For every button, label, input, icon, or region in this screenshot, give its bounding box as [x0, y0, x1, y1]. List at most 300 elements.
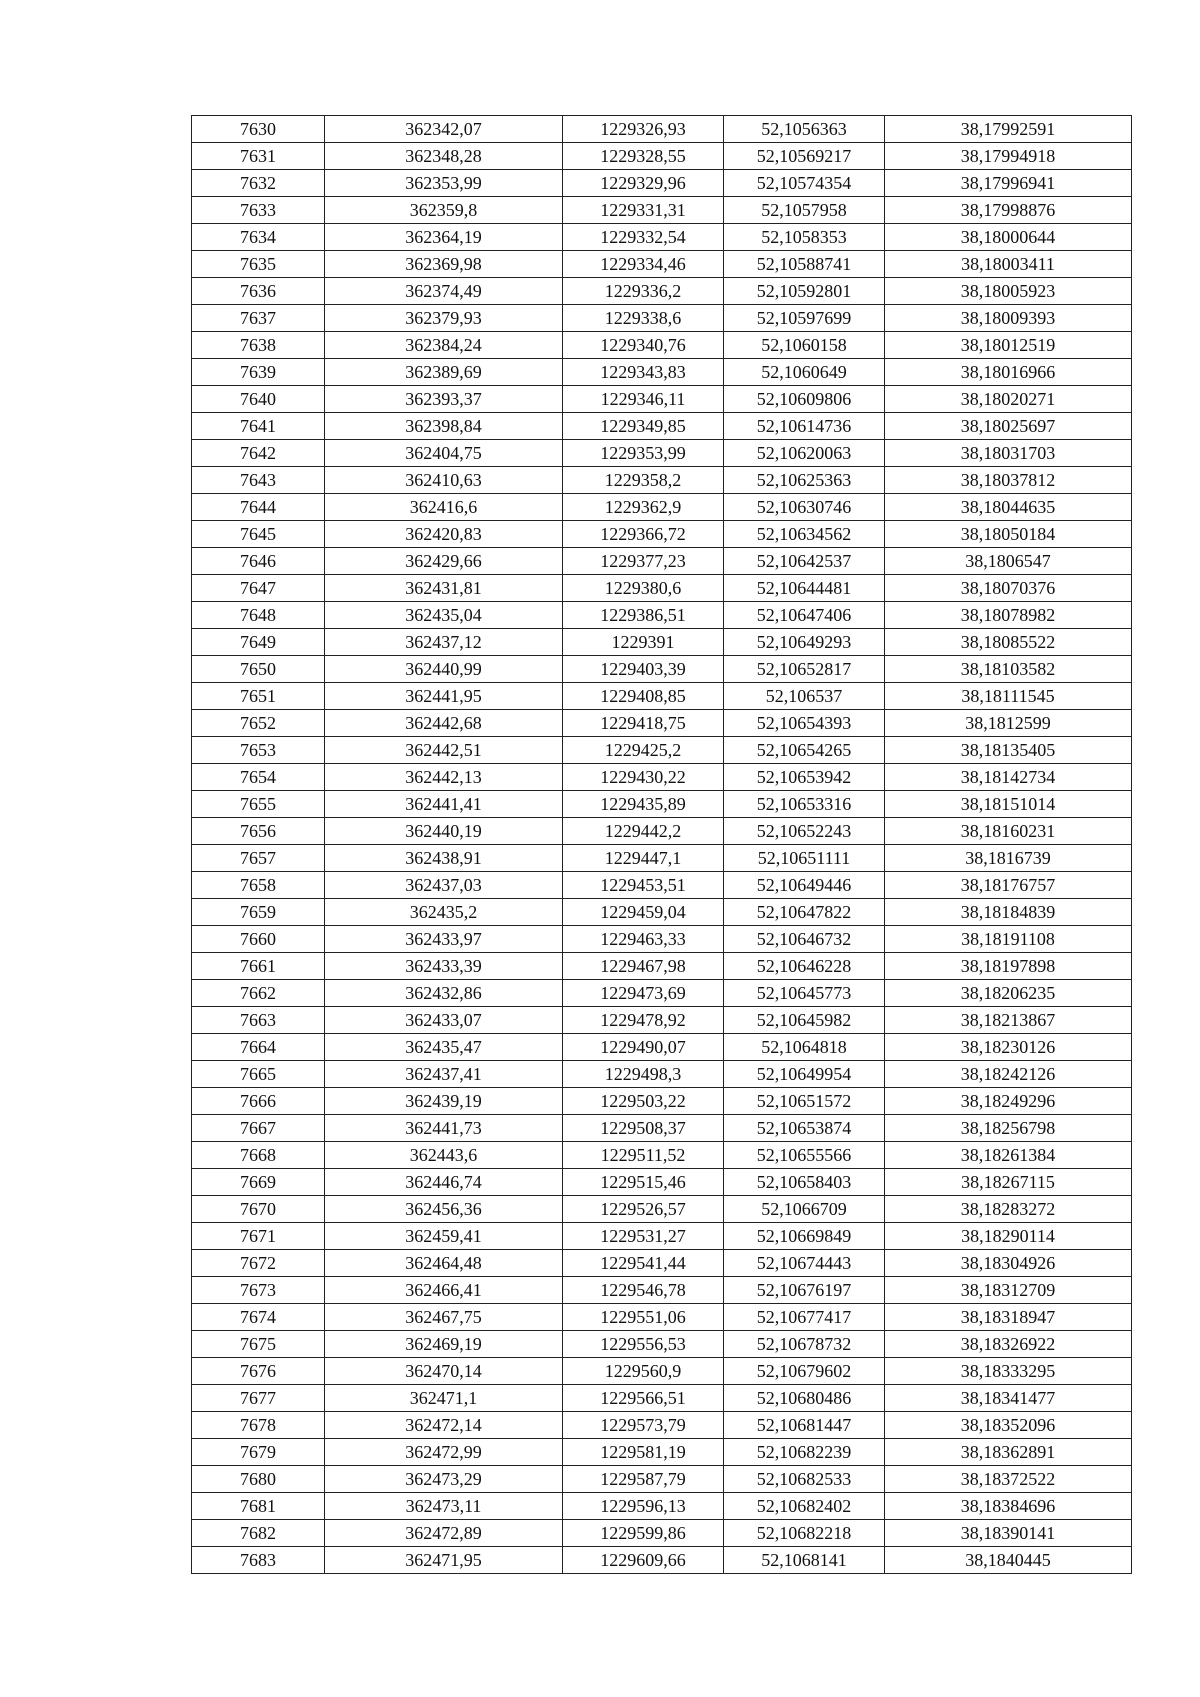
y-coordinate-cell: 1229349,85: [563, 413, 724, 440]
point-number-cell: 7658: [192, 872, 325, 899]
table-row: [192, 521, 1132, 548]
table-row: [192, 1196, 1132, 1223]
table-row: [192, 1304, 1132, 1331]
x-coordinate-cell: 362353,99: [325, 170, 563, 197]
latitude-cell: 52,10658403: [724, 1169, 885, 1196]
x-coordinate-cell: 362404,75: [325, 440, 563, 467]
latitude-cell: 52,10597699: [724, 305, 885, 332]
longitude-cell: 38,18283272: [885, 1196, 1132, 1223]
latitude-cell: 52,10653942: [724, 764, 885, 791]
point-number-cell: 7644: [192, 494, 325, 521]
latitude-cell: 52,10625363: [724, 467, 885, 494]
x-coordinate-cell: 362472,89: [325, 1520, 563, 1547]
point-number-cell: 7661: [192, 953, 325, 980]
y-coordinate-cell: 1229596,13: [563, 1493, 724, 1520]
table-row: [192, 575, 1132, 602]
longitude-cell: 38,18372522: [885, 1466, 1132, 1493]
point-number-cell: 7649: [192, 629, 325, 656]
y-coordinate-cell: 1229546,78: [563, 1277, 724, 1304]
point-number-cell: 7671: [192, 1223, 325, 1250]
point-number-cell: 7632: [192, 170, 325, 197]
x-coordinate-cell: 362359,8: [325, 197, 563, 224]
latitude-cell: 52,10669849: [724, 1223, 885, 1250]
table-row: [192, 710, 1132, 737]
y-coordinate-cell: 1229336,2: [563, 278, 724, 305]
x-coordinate-cell: 362469,19: [325, 1331, 563, 1358]
longitude-cell: 38,18384696: [885, 1493, 1132, 1520]
y-coordinate-cell: 1229541,44: [563, 1250, 724, 1277]
x-coordinate-cell: 362398,84: [325, 413, 563, 440]
x-coordinate-cell: 362433,07: [325, 1007, 563, 1034]
table-row: [192, 251, 1132, 278]
longitude-cell: 38,17998876: [885, 197, 1132, 224]
point-number-cell: 7642: [192, 440, 325, 467]
x-coordinate-cell: 362435,2: [325, 899, 563, 926]
point-number-cell: 7677: [192, 1385, 325, 1412]
longitude-cell: 38,18016966: [885, 359, 1132, 386]
table-row: [192, 980, 1132, 1007]
latitude-cell: 52,10649446: [724, 872, 885, 899]
y-coordinate-cell: 1229334,46: [563, 251, 724, 278]
y-coordinate-cell: 1229467,98: [563, 953, 724, 980]
table-row: [192, 386, 1132, 413]
table-row: [192, 143, 1132, 170]
y-coordinate-cell: 1229353,99: [563, 440, 724, 467]
table-row: [192, 116, 1132, 143]
x-coordinate-cell: 362442,51: [325, 737, 563, 764]
longitude-cell: 38,18197898: [885, 953, 1132, 980]
longitude-cell: 38,17994918: [885, 143, 1132, 170]
y-coordinate-cell: 1229453,51: [563, 872, 724, 899]
y-coordinate-cell: 1229566,51: [563, 1385, 724, 1412]
latitude-cell: 52,10646228: [724, 953, 885, 980]
x-coordinate-cell: 362471,1: [325, 1385, 563, 1412]
latitude-cell: 52,10609806: [724, 386, 885, 413]
x-coordinate-cell: 362369,98: [325, 251, 563, 278]
latitude-cell: 52,10654393: [724, 710, 885, 737]
x-coordinate-cell: 362431,81: [325, 575, 563, 602]
longitude-cell: 38,1806547: [885, 548, 1132, 575]
latitude-cell: 52,10655566: [724, 1142, 885, 1169]
table-row: [192, 1088, 1132, 1115]
point-number-cell: 7680: [192, 1466, 325, 1493]
x-coordinate-cell: 362437,12: [325, 629, 563, 656]
longitude-cell: 38,18111545: [885, 683, 1132, 710]
y-coordinate-cell: 1229331,31: [563, 197, 724, 224]
y-coordinate-cell: 1229478,92: [563, 1007, 724, 1034]
longitude-cell: 38,18151014: [885, 791, 1132, 818]
y-coordinate-cell: 1229508,37: [563, 1115, 724, 1142]
y-coordinate-cell: 1229599,86: [563, 1520, 724, 1547]
table-row: [192, 737, 1132, 764]
x-coordinate-cell: 362384,24: [325, 332, 563, 359]
x-coordinate-cell: 362416,6: [325, 494, 563, 521]
longitude-cell: 38,18000644: [885, 224, 1132, 251]
point-number-cell: 7643: [192, 467, 325, 494]
point-number-cell: 7653: [192, 737, 325, 764]
longitude-cell: 38,18020271: [885, 386, 1132, 413]
longitude-cell: 38,18352096: [885, 1412, 1132, 1439]
y-coordinate-cell: 1229515,46: [563, 1169, 724, 1196]
table-row: [192, 872, 1132, 899]
y-coordinate-cell: 1229511,52: [563, 1142, 724, 1169]
x-coordinate-cell: 362435,47: [325, 1034, 563, 1061]
x-coordinate-cell: 362473,11: [325, 1493, 563, 1520]
longitude-cell: 38,1812599: [885, 710, 1132, 737]
x-coordinate-cell: 362433,97: [325, 926, 563, 953]
point-number-cell: 7672: [192, 1250, 325, 1277]
point-number-cell: 7669: [192, 1169, 325, 1196]
longitude-cell: 38,18326922: [885, 1331, 1132, 1358]
x-coordinate-cell: 362466,41: [325, 1277, 563, 1304]
longitude-cell: 38,18191108: [885, 926, 1132, 953]
table-row: [192, 440, 1132, 467]
latitude-cell: 52,10680486: [724, 1385, 885, 1412]
table-row: [192, 1142, 1132, 1169]
x-coordinate-cell: 362393,37: [325, 386, 563, 413]
longitude-cell: 38,17996941: [885, 170, 1132, 197]
y-coordinate-cell: 1229362,9: [563, 494, 724, 521]
x-coordinate-cell: 362433,39: [325, 953, 563, 980]
x-coordinate-cell: 362441,41: [325, 791, 563, 818]
point-number-cell: 7674: [192, 1304, 325, 1331]
table-row: [192, 1412, 1132, 1439]
y-coordinate-cell: 1229358,2: [563, 467, 724, 494]
x-coordinate-cell: 362464,48: [325, 1250, 563, 1277]
table-row: [192, 818, 1132, 845]
latitude-cell: 52,1066709: [724, 1196, 885, 1223]
y-coordinate-cell: 1229459,04: [563, 899, 724, 926]
table-row: [192, 1493, 1132, 1520]
x-coordinate-cell: 362410,63: [325, 467, 563, 494]
table-row: [192, 548, 1132, 575]
longitude-cell: 38,18044635: [885, 494, 1132, 521]
longitude-cell: 38,18085522: [885, 629, 1132, 656]
x-coordinate-cell: 362471,95: [325, 1547, 563, 1574]
latitude-cell: 52,10620063: [724, 440, 885, 467]
table-row: [192, 629, 1132, 656]
y-coordinate-cell: 1229418,75: [563, 710, 724, 737]
table-row: [192, 926, 1132, 953]
coordinates-table: [191, 115, 1132, 1574]
point-number-cell: 7676: [192, 1358, 325, 1385]
latitude-cell: 52,10647822: [724, 899, 885, 926]
latitude-cell: 52,1060649: [724, 359, 885, 386]
table-row: [192, 467, 1132, 494]
latitude-cell: 52,10634562: [724, 521, 885, 548]
point-number-cell: 7683: [192, 1547, 325, 1574]
latitude-cell: 52,10652243: [724, 818, 885, 845]
latitude-cell: 52,10682218: [724, 1520, 885, 1547]
y-coordinate-cell: 1229408,85: [563, 683, 724, 710]
table-row: [192, 764, 1132, 791]
latitude-cell: 52,1057958: [724, 197, 885, 224]
x-coordinate-cell: 362439,19: [325, 1088, 563, 1115]
point-number-cell: 7633: [192, 197, 325, 224]
table-row: [192, 1034, 1132, 1061]
latitude-cell: 52,1056363: [724, 116, 885, 143]
x-coordinate-cell: 362467,75: [325, 1304, 563, 1331]
latitude-cell: 52,10644481: [724, 575, 885, 602]
longitude-cell: 38,18005923: [885, 278, 1132, 305]
point-number-cell: 7641: [192, 413, 325, 440]
latitude-cell: 52,10574354: [724, 170, 885, 197]
y-coordinate-cell: 1229490,07: [563, 1034, 724, 1061]
point-number-cell: 7670: [192, 1196, 325, 1223]
point-number-cell: 7635: [192, 251, 325, 278]
x-coordinate-cell: 362364,19: [325, 224, 563, 251]
coordinates-table-body: [192, 116, 1132, 1574]
latitude-cell: 52,1060158: [724, 332, 885, 359]
point-number-cell: 7682: [192, 1520, 325, 1547]
longitude-cell: 38,18103582: [885, 656, 1132, 683]
latitude-cell: 52,10645982: [724, 1007, 885, 1034]
latitude-cell: 52,1058353: [724, 224, 885, 251]
longitude-cell: 38,18206235: [885, 980, 1132, 1007]
table-row: [192, 1169, 1132, 1196]
y-coordinate-cell: 1229403,39: [563, 656, 724, 683]
y-coordinate-cell: 1229447,1: [563, 845, 724, 872]
y-coordinate-cell: 1229377,23: [563, 548, 724, 575]
latitude-cell: 52,10646732: [724, 926, 885, 953]
y-coordinate-cell: 1229573,79: [563, 1412, 724, 1439]
table-row: [192, 1331, 1132, 1358]
x-coordinate-cell: 362379,93: [325, 305, 563, 332]
y-coordinate-cell: 1229326,93: [563, 116, 724, 143]
y-coordinate-cell: 1229435,89: [563, 791, 724, 818]
x-coordinate-cell: 362442,68: [325, 710, 563, 737]
x-coordinate-cell: 362435,04: [325, 602, 563, 629]
point-number-cell: 7662: [192, 980, 325, 1007]
table-row: [192, 494, 1132, 521]
x-coordinate-cell: 362420,83: [325, 521, 563, 548]
point-number-cell: 7639: [192, 359, 325, 386]
y-coordinate-cell: 1229442,2: [563, 818, 724, 845]
point-number-cell: 7640: [192, 386, 325, 413]
latitude-cell: 52,1064818: [724, 1034, 885, 1061]
x-coordinate-cell: 362437,41: [325, 1061, 563, 1088]
y-coordinate-cell: 1229340,76: [563, 332, 724, 359]
point-number-cell: 7659: [192, 899, 325, 926]
point-number-cell: 7678: [192, 1412, 325, 1439]
y-coordinate-cell: 1229346,11: [563, 386, 724, 413]
longitude-cell: 38,18230126: [885, 1034, 1132, 1061]
latitude-cell: 52,10651111: [724, 845, 885, 872]
y-coordinate-cell: 1229587,79: [563, 1466, 724, 1493]
longitude-cell: 38,18037812: [885, 467, 1132, 494]
table-row: [192, 1223, 1132, 1250]
y-coordinate-cell: 1229338,6: [563, 305, 724, 332]
x-coordinate-cell: 362441,73: [325, 1115, 563, 1142]
x-coordinate-cell: 362374,49: [325, 278, 563, 305]
latitude-cell: 52,10592801: [724, 278, 885, 305]
y-coordinate-cell: 1229581,19: [563, 1439, 724, 1466]
table-row: [192, 305, 1132, 332]
latitude-cell: 52,10679602: [724, 1358, 885, 1385]
y-coordinate-cell: 1229343,83: [563, 359, 724, 386]
longitude-cell: 38,1816739: [885, 845, 1132, 872]
point-number-cell: 7631: [192, 143, 325, 170]
x-coordinate-cell: 362440,19: [325, 818, 563, 845]
point-number-cell: 7668: [192, 1142, 325, 1169]
point-number-cell: 7667: [192, 1115, 325, 1142]
longitude-cell: 38,18333295: [885, 1358, 1132, 1385]
latitude-cell: 52,10642537: [724, 548, 885, 575]
table-row: [192, 197, 1132, 224]
x-coordinate-cell: 362389,69: [325, 359, 563, 386]
latitude-cell: 52,10652817: [724, 656, 885, 683]
y-coordinate-cell: 1229498,3: [563, 1061, 724, 1088]
y-coordinate-cell: 1229503,22: [563, 1088, 724, 1115]
table-row: [192, 1250, 1132, 1277]
latitude-cell: 52,10653316: [724, 791, 885, 818]
table-row: [192, 1547, 1132, 1574]
table-row: [192, 1115, 1132, 1142]
y-coordinate-cell: 1229332,54: [563, 224, 724, 251]
longitude-cell: 38,18390141: [885, 1520, 1132, 1547]
latitude-cell: 52,10682402: [724, 1493, 885, 1520]
y-coordinate-cell: 1229430,22: [563, 764, 724, 791]
y-coordinate-cell: 1229526,57: [563, 1196, 724, 1223]
point-number-cell: 7655: [192, 791, 325, 818]
y-coordinate-cell: 1229386,51: [563, 602, 724, 629]
table-row: [192, 1520, 1132, 1547]
point-number-cell: 7637: [192, 305, 325, 332]
table-row: [192, 170, 1132, 197]
y-coordinate-cell: 1229366,72: [563, 521, 724, 548]
latitude-cell: 52,10651572: [724, 1088, 885, 1115]
table-row: [192, 1277, 1132, 1304]
table-row: [192, 656, 1132, 683]
latitude-cell: 52,10682533: [724, 1466, 885, 1493]
y-coordinate-cell: 1229328,55: [563, 143, 724, 170]
x-coordinate-cell: 362432,86: [325, 980, 563, 1007]
table-row: [192, 278, 1132, 305]
table-row: [192, 1007, 1132, 1034]
longitude-cell: 38,1840445: [885, 1547, 1132, 1574]
y-coordinate-cell: 1229425,2: [563, 737, 724, 764]
longitude-cell: 38,18312709: [885, 1277, 1132, 1304]
point-number-cell: 7647: [192, 575, 325, 602]
point-number-cell: 7664: [192, 1034, 325, 1061]
table-row: [192, 1385, 1132, 1412]
longitude-cell: 38,18078982: [885, 602, 1132, 629]
x-coordinate-cell: 362459,41: [325, 1223, 563, 1250]
table-row: [192, 602, 1132, 629]
longitude-cell: 38,18362891: [885, 1439, 1132, 1466]
latitude-cell: 52,10654265: [724, 737, 885, 764]
latitude-cell: 52,10569217: [724, 143, 885, 170]
x-coordinate-cell: 362342,07: [325, 116, 563, 143]
point-number-cell: 7634: [192, 224, 325, 251]
point-number-cell: 7665: [192, 1061, 325, 1088]
table-row: [192, 332, 1132, 359]
x-coordinate-cell: 362472,14: [325, 1412, 563, 1439]
longitude-cell: 38,18031703: [885, 440, 1132, 467]
x-coordinate-cell: 362446,74: [325, 1169, 563, 1196]
table-row: [192, 359, 1132, 386]
x-coordinate-cell: 362473,29: [325, 1466, 563, 1493]
point-number-cell: 7666: [192, 1088, 325, 1115]
longitude-cell: 38,18142734: [885, 764, 1132, 791]
longitude-cell: 38,18267115: [885, 1169, 1132, 1196]
point-number-cell: 7645: [192, 521, 325, 548]
longitude-cell: 38,18160231: [885, 818, 1132, 845]
latitude-cell: 52,10674443: [724, 1250, 885, 1277]
latitude-cell: 52,10682239: [724, 1439, 885, 1466]
point-number-cell: 7646: [192, 548, 325, 575]
table-row: [192, 1439, 1132, 1466]
latitude-cell: 52,10588741: [724, 251, 885, 278]
longitude-cell: 38,18318947: [885, 1304, 1132, 1331]
longitude-cell: 38,18261384: [885, 1142, 1132, 1169]
latitude-cell: 52,10653874: [724, 1115, 885, 1142]
latitude-cell: 52,10681447: [724, 1412, 885, 1439]
longitude-cell: 38,18050184: [885, 521, 1132, 548]
latitude-cell: 52,10645773: [724, 980, 885, 1007]
x-coordinate-cell: 362438,91: [325, 845, 563, 872]
table-row: [192, 791, 1132, 818]
latitude-cell: 52,1068141: [724, 1547, 885, 1574]
table-row: [192, 953, 1132, 980]
x-coordinate-cell: 362470,14: [325, 1358, 563, 1385]
point-number-cell: 7673: [192, 1277, 325, 1304]
latitude-cell: 52,10630746: [724, 494, 885, 521]
longitude-cell: 38,17992591: [885, 116, 1132, 143]
point-number-cell: 7630: [192, 116, 325, 143]
table-row: [192, 413, 1132, 440]
y-coordinate-cell: 1229531,27: [563, 1223, 724, 1250]
x-coordinate-cell: 362429,66: [325, 548, 563, 575]
y-coordinate-cell: 1229473,69: [563, 980, 724, 1007]
x-coordinate-cell: 362443,6: [325, 1142, 563, 1169]
x-coordinate-cell: 362348,28: [325, 143, 563, 170]
point-number-cell: 7660: [192, 926, 325, 953]
x-coordinate-cell: 362441,95: [325, 683, 563, 710]
point-number-cell: 7652: [192, 710, 325, 737]
y-coordinate-cell: 1229556,53: [563, 1331, 724, 1358]
longitude-cell: 38,18304926: [885, 1250, 1132, 1277]
latitude-cell: 52,10677417: [724, 1304, 885, 1331]
point-number-cell: 7654: [192, 764, 325, 791]
latitude-cell: 52,106537: [724, 683, 885, 710]
longitude-cell: 38,18003411: [885, 251, 1132, 278]
point-number-cell: 7663: [192, 1007, 325, 1034]
longitude-cell: 38,18012519: [885, 332, 1132, 359]
longitude-cell: 38,18135405: [885, 737, 1132, 764]
y-coordinate-cell: 1229380,6: [563, 575, 724, 602]
longitude-cell: 38,18009393: [885, 305, 1132, 332]
y-coordinate-cell: 1229329,96: [563, 170, 724, 197]
longitude-cell: 38,18256798: [885, 1115, 1132, 1142]
table-row: [192, 845, 1132, 872]
latitude-cell: 52,10649293: [724, 629, 885, 656]
longitude-cell: 38,18070376: [885, 575, 1132, 602]
x-coordinate-cell: 362437,03: [325, 872, 563, 899]
latitude-cell: 52,10649954: [724, 1061, 885, 1088]
latitude-cell: 52,10676197: [724, 1277, 885, 1304]
longitude-cell: 38,18249296: [885, 1088, 1132, 1115]
longitude-cell: 38,18025697: [885, 413, 1132, 440]
table-row: [192, 224, 1132, 251]
longitude-cell: 38,18341477: [885, 1385, 1132, 1412]
point-number-cell: 7675: [192, 1331, 325, 1358]
point-number-cell: 7681: [192, 1493, 325, 1520]
y-coordinate-cell: 1229391: [563, 629, 724, 656]
table-row: [192, 683, 1132, 710]
longitude-cell: 38,18184839: [885, 899, 1132, 926]
latitude-cell: 52,10678732: [724, 1331, 885, 1358]
